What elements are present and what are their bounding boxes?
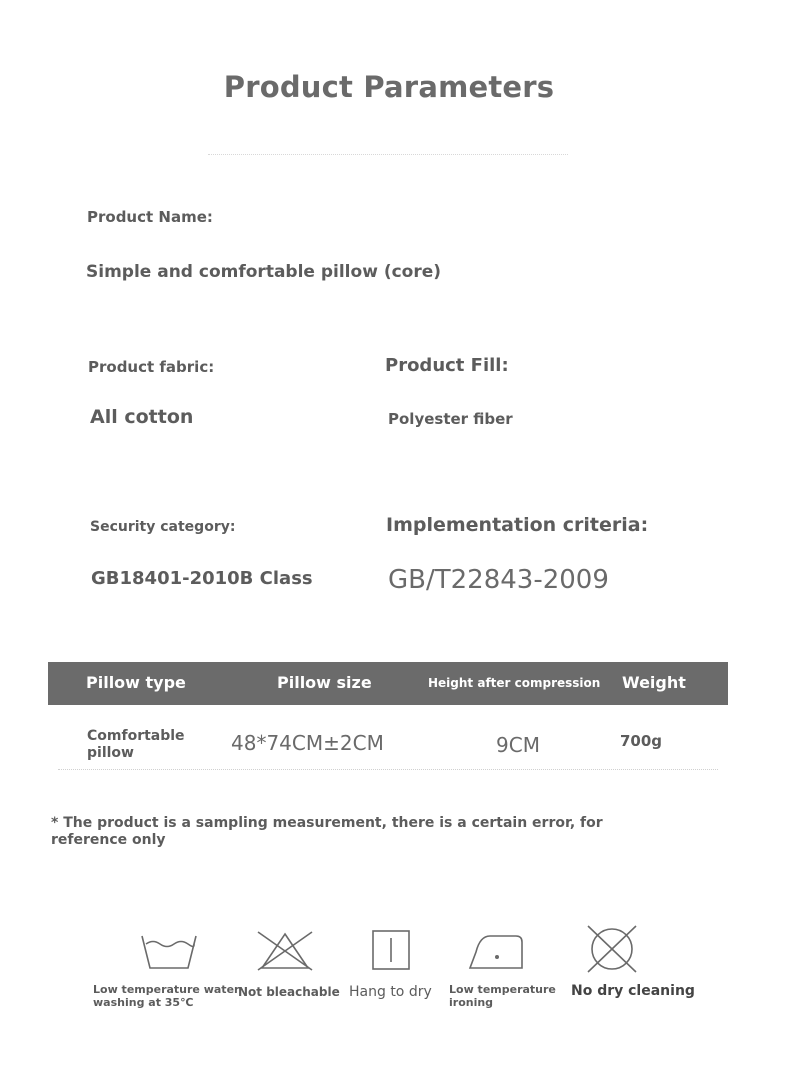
product-name-label: Product Name:	[87, 208, 213, 226]
fabric-label: Product fabric:	[88, 358, 215, 376]
hang-dry-icon	[372, 930, 412, 976]
header-weight: Weight	[622, 673, 686, 692]
header-pillow-type: Pillow type	[86, 673, 186, 692]
table-row-size: 48*74CM±2CM	[231, 731, 384, 755]
care-label-hang: Hang to dry	[349, 984, 432, 1000]
no-bleach-icon	[256, 930, 314, 976]
criteria-value: GB/T22843-2009	[388, 565, 609, 595]
care-wash-line-2: washing at 35℃	[93, 996, 194, 1009]
title-divider	[208, 154, 568, 155]
product-name-value: Simple and comfortable pillow (core)	[86, 262, 442, 282]
security-label: Security category:	[90, 519, 236, 535]
header-pillow-size: Pillow size	[277, 673, 372, 692]
security-value: GB18401-2010B Class	[91, 568, 313, 589]
type-line-1: Comfortable	[87, 728, 185, 744]
care-wash-line-1: Low temperature water	[93, 983, 240, 996]
criteria-label: Implementation criteria:	[386, 514, 649, 536]
wash-tub-icon	[140, 932, 198, 976]
care-label-bleach: Not bleachable	[238, 985, 340, 999]
fill-value: Polyester fiber	[388, 410, 513, 428]
no-dry-clean-icon	[584, 924, 640, 978]
note-line-2: reference only	[51, 832, 166, 848]
table-row-type	[87, 728, 185, 762]
page-title: Product Parameters	[223, 70, 555, 104]
care-iron-line-2: ironing	[449, 996, 494, 1009]
care-label-iron	[449, 983, 556, 1009]
note-line-1: * The product is a sampling measurement, there is a certain error, for	[51, 815, 603, 831]
table-row-divider	[58, 769, 718, 770]
header-height: Height after compression	[428, 676, 601, 690]
care-iron-line-1: Low temperature	[449, 983, 556, 996]
iron-low-icon	[468, 930, 524, 976]
type-line-2: pillow	[87, 745, 134, 761]
measurement-note	[51, 815, 603, 849]
fill-label: Product Fill:	[385, 355, 509, 376]
fabric-value: All cotton	[90, 406, 194, 428]
care-label-wash	[93, 983, 239, 1009]
table-row-height: 9CM	[496, 733, 540, 757]
table-row-weight: 700g	[620, 732, 663, 750]
care-label-dry-clean: No dry cleaning	[571, 983, 695, 999]
